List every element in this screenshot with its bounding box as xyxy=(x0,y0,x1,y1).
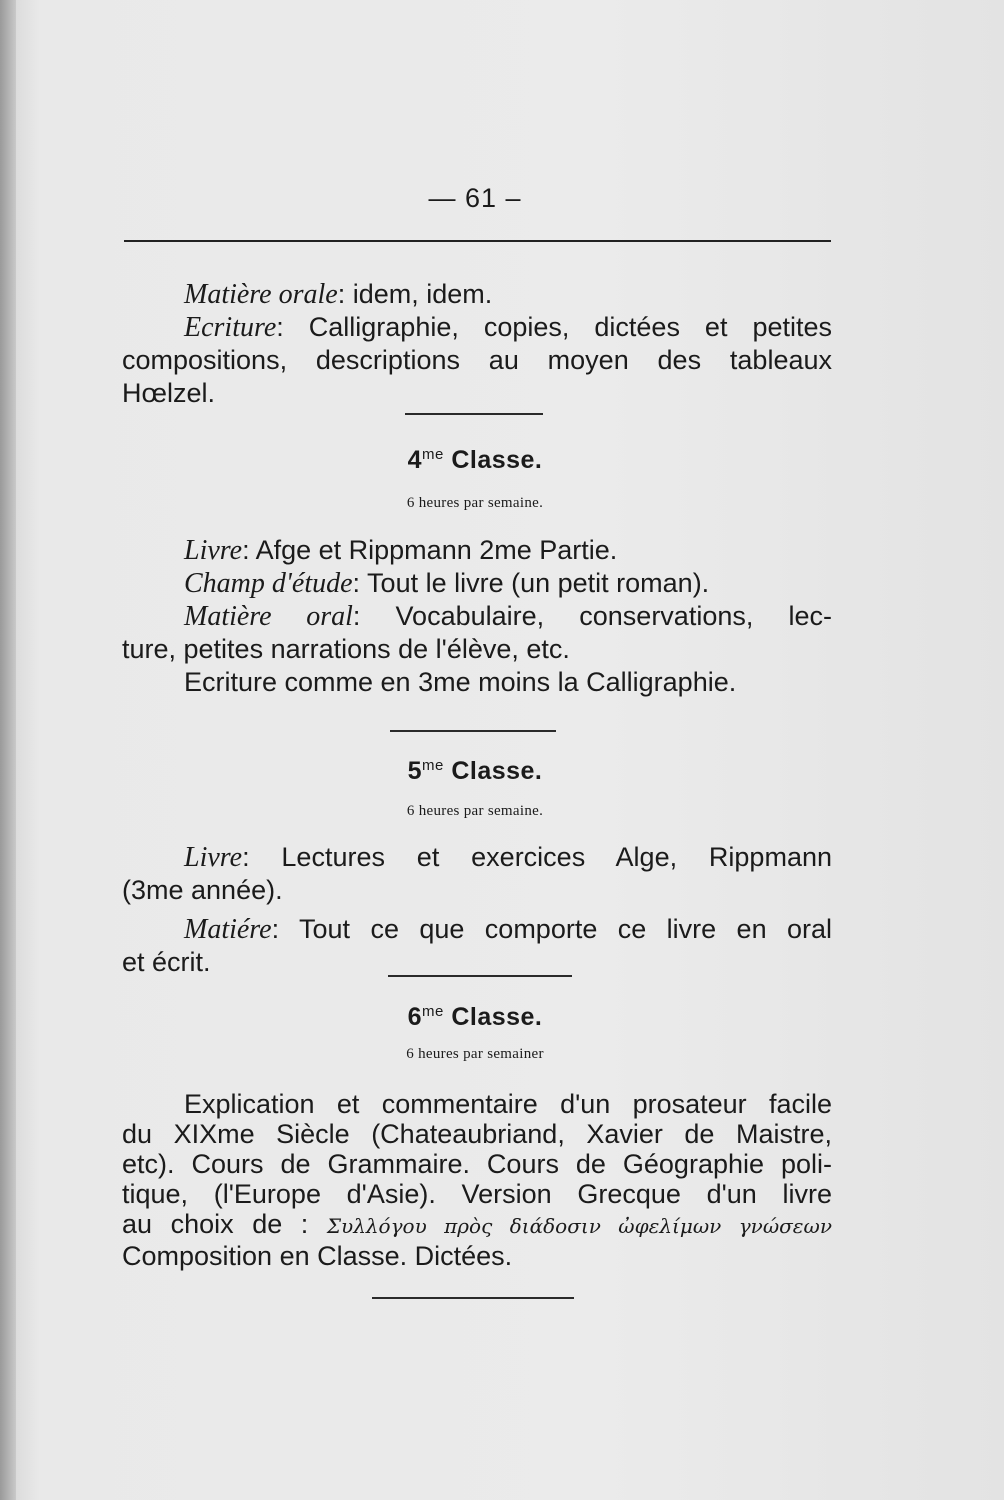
intro-ecriture-line3: Hœlzel. xyxy=(122,378,215,408)
section-separator xyxy=(372,1297,574,1299)
matiere-label: Matière oral xyxy=(184,601,353,632)
classe4-sup: me xyxy=(422,446,444,463)
classe6-line3: etc). Cours de Grammaire. Cours de Géographie poli- xyxy=(122,1149,832,1179)
classe4-matiere-line1 xyxy=(122,600,832,633)
classe6-num: 6 xyxy=(407,1003,423,1031)
classe4-hours: 6 heures par semaine. xyxy=(406,495,544,511)
section-separator xyxy=(390,730,556,732)
classe4-ecriture: Ecriture comme en 3me moins la Calligraphie. xyxy=(184,667,737,697)
classe5-matiere-line2: et écrit. xyxy=(122,947,211,977)
matiere-text: : Tout ce que comporte ce livre en oral xyxy=(271,914,832,944)
champ-label: Champ d'étude xyxy=(184,568,353,599)
classe4-heading xyxy=(0,446,950,475)
livre-label: Livre xyxy=(184,535,243,566)
matiere-orale-label: Matière orale xyxy=(184,279,338,310)
classe4-matiere-line2: ture, petites narrations de l'élève, etc. xyxy=(122,634,570,664)
classe6-line2: du XIXme Siècle (Chateaubriand, Xavier de Maistre, xyxy=(122,1119,832,1149)
intro-ecriture-line1 xyxy=(122,311,832,344)
section-separator xyxy=(405,413,543,415)
livre-text: : Lectures et exercices Alge, Rippmann xyxy=(242,842,832,872)
ecriture-label: Ecriture xyxy=(184,312,277,343)
classe5-title: Classe. xyxy=(451,757,543,785)
champ-text: : Tout le livre (un petit roman). xyxy=(352,568,710,598)
classe6-title: Classe. xyxy=(451,1003,543,1031)
choix-text: au choix de : xyxy=(122,1209,309,1239)
classe4-body xyxy=(122,534,832,699)
classe6-line6: Composition en Classe. Dictées. xyxy=(122,1241,513,1271)
classe4-num: 4 xyxy=(407,446,423,474)
classe4-title: Classe. xyxy=(451,446,543,474)
classe5-sup: me xyxy=(422,757,444,774)
header-rule xyxy=(124,240,831,242)
classe4-champ xyxy=(122,567,832,600)
matiere-label: Matiére xyxy=(184,914,272,945)
intro-section xyxy=(122,278,832,410)
classe6-line1: Explication et commentaire d'un prosateur facile xyxy=(184,1089,832,1119)
classe6-body xyxy=(122,1089,832,1271)
page-gutter-shadow xyxy=(0,0,16,1500)
classe6-hours: 6 heures par semainer xyxy=(406,1046,544,1062)
classe6-heading xyxy=(0,1003,950,1032)
classe5-matiere-line1 xyxy=(122,913,832,946)
greek-title: Συλλόγου πρὸς διάδοσιν ὠφελίμων γνώσεων xyxy=(326,1214,832,1238)
classe4-livre xyxy=(122,534,832,567)
classe5-num: 5 xyxy=(407,757,423,785)
intro-ecriture-line2: compositions, descriptions au moyen des tableaux xyxy=(122,345,832,375)
intro-matiere-line xyxy=(122,278,832,311)
classe5-hours: 6 heures par semaine. xyxy=(406,803,544,819)
classe6-sup: me xyxy=(422,1003,444,1020)
section-separator xyxy=(388,975,572,977)
classe5-livre-line2: (3me année). xyxy=(122,875,283,905)
page-number: — 61 – xyxy=(428,183,522,213)
classe5-heading xyxy=(0,757,950,786)
classe6-line5 xyxy=(122,1209,832,1241)
ecriture-text-1: : Calligraphie, copies, dictées et petites xyxy=(276,312,832,342)
matiere-orale-text: : idem, idem. xyxy=(337,279,493,309)
classe5-livre-line1 xyxy=(122,841,832,874)
matiere-text: : Vocabulaire, conservations, lec- xyxy=(352,601,832,631)
livre-text: : Afge et Rippmann 2me Partie. xyxy=(242,535,618,565)
classe5-body xyxy=(122,841,832,979)
classe6-line4: tique, (l'Europe d'Asie). Version Grecque d'un livre xyxy=(122,1179,832,1209)
livre-label: Livre xyxy=(184,842,243,873)
